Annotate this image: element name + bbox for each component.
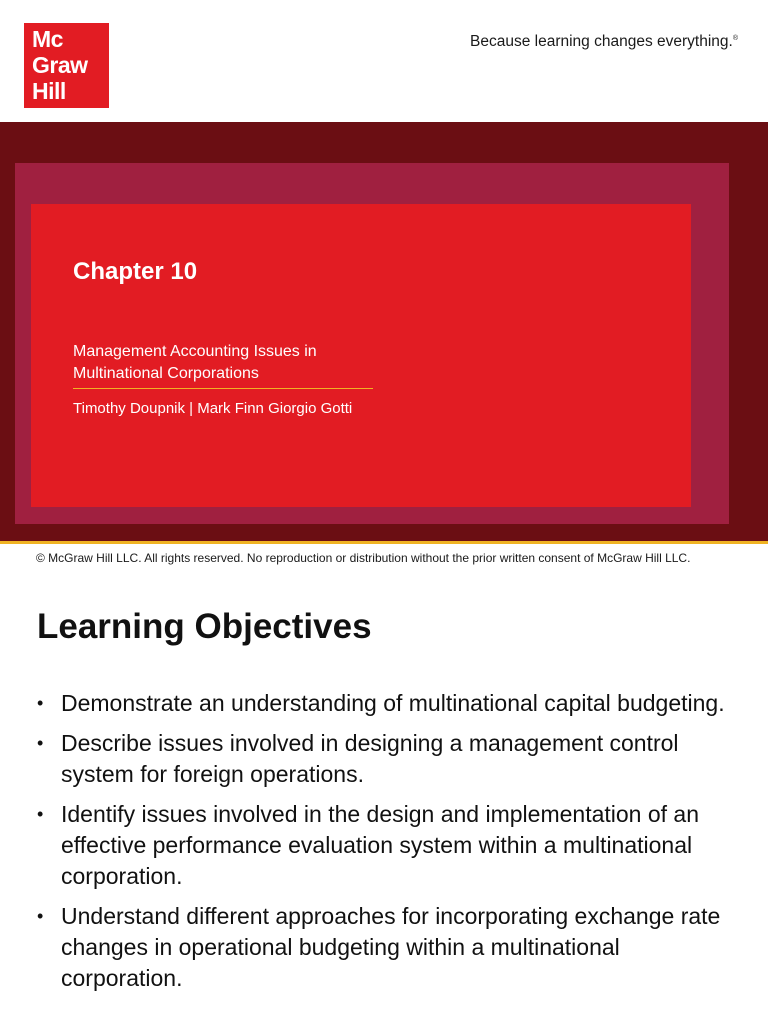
objective-text: Demonstrate an understanding of multinational capital budgeting.: [61, 690, 725, 716]
chapter-subtitle: Management Accounting Issues in Multinational Corporations: [73, 343, 317, 382]
gold-bottom-rule: [0, 541, 768, 544]
tagline-text: Because learning changes everything.: [470, 33, 733, 50]
bullet-icon: •: [37, 693, 44, 713]
objective-item: [37, 728, 737, 790]
bullet-icon: •: [37, 804, 44, 824]
mcgraw-hill-logo: [24, 23, 109, 108]
objectives-title: Learning Objectives: [37, 607, 372, 646]
title-banner: [0, 122, 768, 541]
gold-divider: [73, 388, 373, 389]
objective-item: [37, 901, 737, 994]
objective-text: Describe issues involved in designing a management control system for foreign operations.: [61, 730, 679, 787]
objectives-list: [37, 688, 737, 1003]
logo-line-3: Hill: [32, 78, 66, 104]
registered-mark: ®: [732, 34, 738, 42]
chapter-title: Chapter 10: [73, 258, 198, 285]
title-panel: [31, 204, 691, 507]
objective-text: Identify issues involved in the design and implementation of an effective performance evaluation system within a multinational corporation.: [61, 801, 700, 889]
logo-line-2: Graw: [32, 52, 88, 78]
copyright-notice: © McGraw Hill LLC. All rights reserved. No reproduction or distribution without the prior written consent of McGraw Hill LLC.: [36, 551, 691, 565]
objective-item: [37, 688, 737, 719]
tagline: [470, 33, 738, 51]
bullet-icon: •: [37, 906, 44, 926]
banner-frame: [15, 163, 729, 524]
objective-text: Understand different approaches for incorporating exchange rate changes in operational budgeting within a multinational corporation.: [61, 903, 721, 991]
logo-line-1: Mc: [32, 26, 63, 52]
authors: Timothy Doupnik | Mark Finn Giorgio Gotti: [73, 400, 353, 417]
slide-header: [0, 0, 768, 122]
bullet-icon: •: [37, 733, 44, 753]
objective-item: [37, 799, 737, 892]
